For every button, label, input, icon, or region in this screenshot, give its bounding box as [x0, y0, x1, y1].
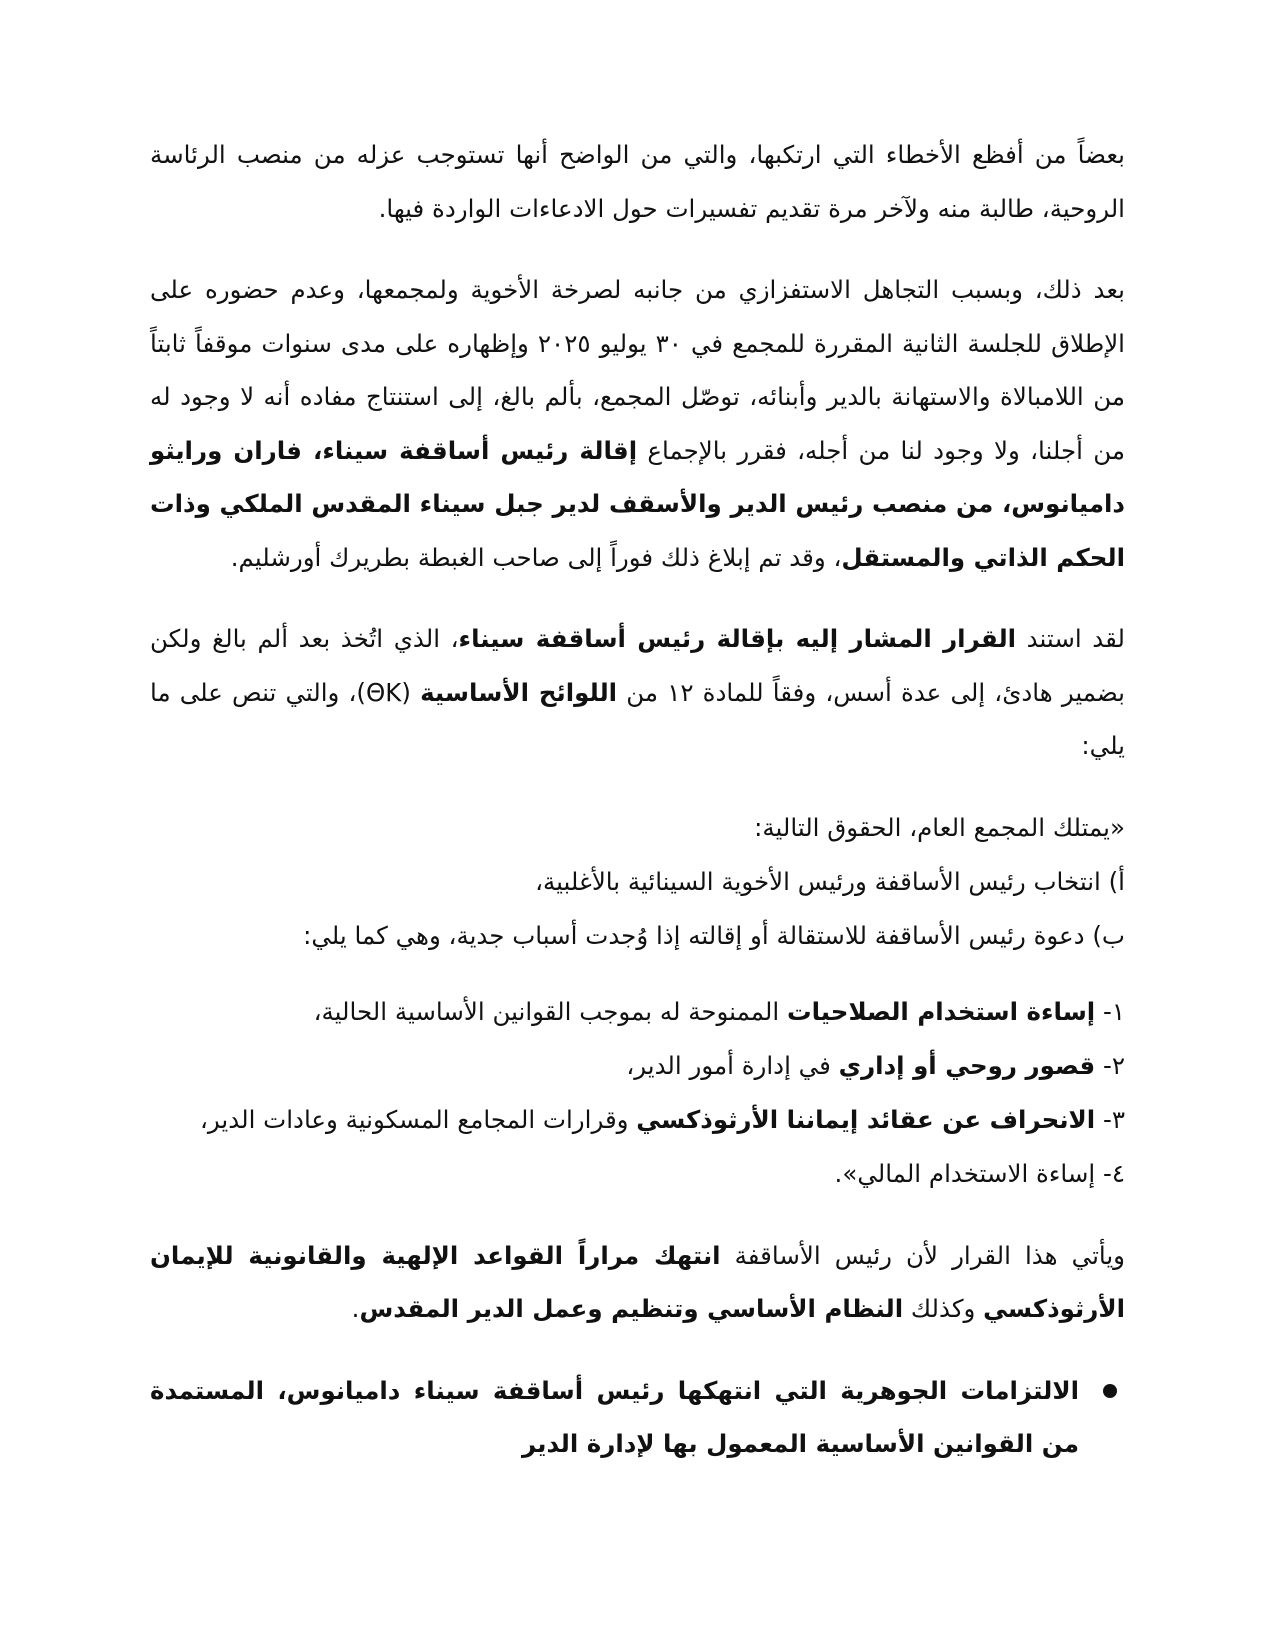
reason-4: ٤- إساءة الاستخدام المالي».	[834, 1158, 1125, 1188]
paragraph-4-text-b: وكذلك	[903, 1294, 984, 1323]
reason-3-text: وقرارات المجامع المسكونية وعادات الدير،	[200, 1104, 637, 1134]
paragraph-4-text-a: ويأتي هذا القرار لأن رئيس الأساقفة	[720, 1240, 1126, 1270]
paragraph-4	[150, 1229, 1125, 1336]
quote-intro: «يمتلك المجمع العام، الحقوق التالية:	[754, 812, 1125, 842]
reason-1-text: الممنوحة له بموجب القوانين الأساسية الحالية،	[313, 996, 787, 1026]
document-page	[150, 128, 1125, 1471]
paragraph-2-text-a: بعد ذلك، وبسبب التجاهل الاستفزازي من جانبه لصرخة الأخوية ولمجمعها، وعدم حضوره على الإطلاق للجلسة الثانية المقررة للمجمع في ٣٠ يوليو ٢٠٢٥ وإظهاره على مدى سنوات موقفاً ثابتاً من اللامبالاة والاستهانة بالدير وأبنائه، توصّل المجمع، بألم بالغ، إلى استنتاج مفاده أنه لا وجود له من أجلنا، ولا وجود لنا من أجله، فقرر بالإجماع	[150, 275, 1125, 465]
reason-2-text: في إدارة أمور الدير،	[626, 1050, 839, 1080]
reason-1	[150, 985, 1125, 1039]
paragraph-3-text-c: (ΘΚ)، والتي تنص على ما يلي:	[150, 677, 1125, 760]
reason-1-bold: إساءة استخدام الصلاحيات	[786, 996, 1096, 1026]
paragraph-1-text: بعضاً من أفظع الأخطاء التي ارتكبها، والتي من الواضح أنها تستوجب عزله من منصب الرئاسة الروحية، طالبة منه ولآخر مرة تقديم تفسيرات حول الادعاءات الواردة فيها.	[150, 140, 1125, 223]
reason-2	[150, 1039, 1125, 1093]
paragraph-4-bold-violation: انتهك مراراً القواعد الإلهية والقانونية للإيمان الأرثوذكسي	[150, 1240, 1125, 1323]
reason-3-number: ٣-	[1095, 1104, 1125, 1134]
paragraph-3-text-a: لقد استند	[1016, 624, 1125, 653]
reason-2-number: ٢-	[1095, 1050, 1125, 1080]
paragraph-3-text-b: ، الذي اتُخذ بعد ألم بالغ ولكن بضمير هادئ، إلى عدة أسس، وفقاً للمادة ١٢ من	[150, 624, 1125, 707]
paragraph-3-bold-decision: القرار المشار إليه بإقالة رئيس أساقفة سيناء	[458, 624, 1017, 653]
reason-1-number: ١-	[1095, 996, 1125, 1026]
reason-3-bold: الانحراف عن عقائد إيماننا الأرثوذكسي	[636, 1104, 1096, 1134]
paragraph-3-bold-regulations: اللوائح الأساسية	[420, 677, 618, 707]
paragraph-3	[150, 612, 1125, 773]
paragraph-4-bold-statute: النظام الأساسي وتنظيم وعمل الدير المقدس	[359, 1294, 904, 1323]
paragraph-4-text-c: .	[351, 1294, 360, 1323]
reason-3	[150, 1093, 1125, 1147]
paragraph-1	[150, 128, 1125, 235]
reason-2-bold: قصور روحي أو إداري	[838, 1050, 1096, 1080]
paragraph-2-text-b: ، وقد تم إبلاغ ذلك فوراً إلى صاحب الغبطة بطريرك أورشليم.	[230, 542, 842, 572]
quote-item-a: أ) انتخاب رئيس الأساقفة ورئيس الأخوية السينائية بالأغلبية،	[535, 866, 1125, 896]
quote-item-b: ب) دعوة رئيس الأساقفة للاستقالة أو إقالته إذا وُجدت أسباب جدية، وهي كما يلي:	[303, 920, 1125, 950]
paragraph-2	[150, 263, 1125, 584]
bullet-item	[150, 1364, 1125, 1471]
bullet-dot-icon	[1103, 1384, 1117, 1398]
bullet-item-text: الالتزامات الجوهرية التي انتهكها رئيس أساقفة سيناء داميانوس، المستمدة من القوانين الأساسية المعمول بها لإدارة الدير	[150, 1375, 1079, 1458]
paragraph-2-bold-decision: إقالة رئيس أساقفة سيناء، فاران ورايثو داميانوس، من منصب رئيس الدير والأسقف لدير جبل سيناء المقدس الملكي وذات الحكم الذاتي والمستقل	[150, 435, 1125, 572]
